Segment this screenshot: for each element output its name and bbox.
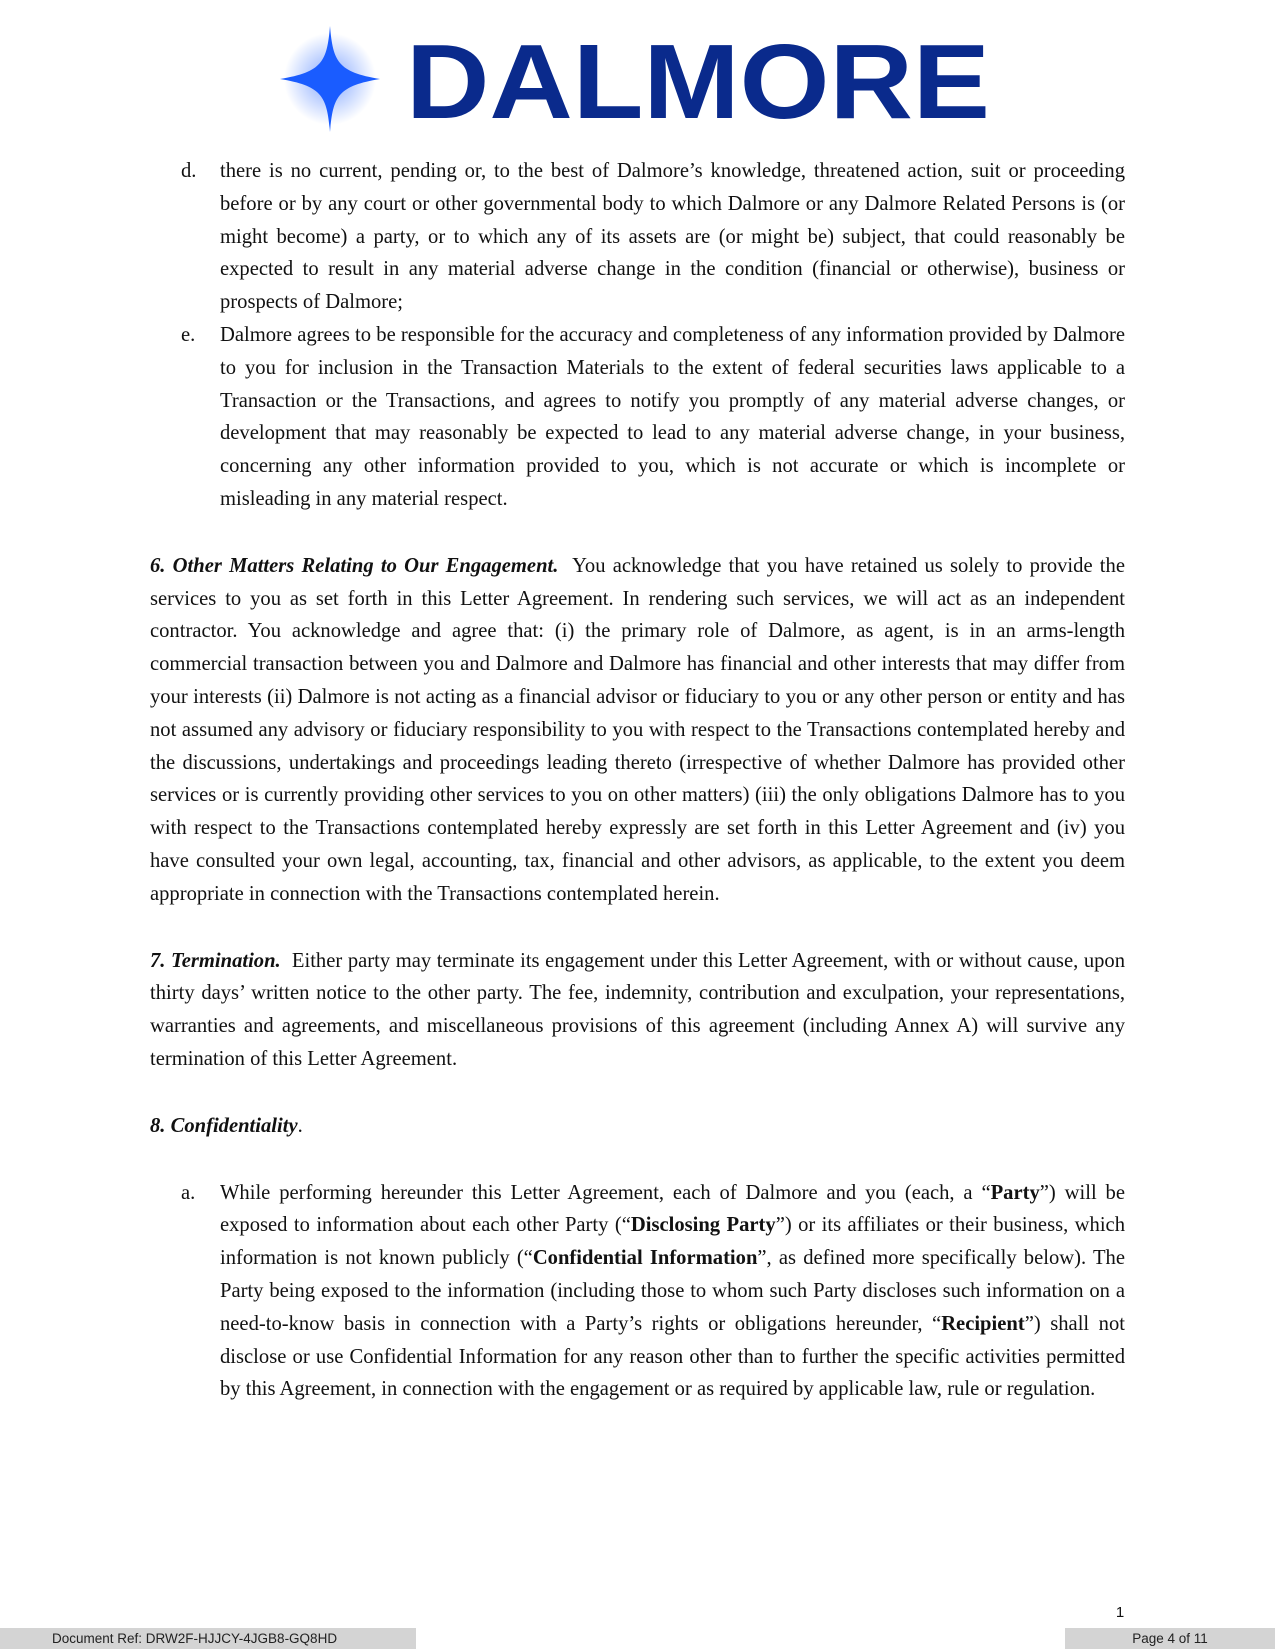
section-8-heading: 8. Confidentiality — [150, 1114, 298, 1137]
star-icon — [280, 26, 380, 132]
text-run: While performing hereunder this Letter Agreement, each of Dalmore and you (each, a “ — [220, 1181, 991, 1204]
list-item-text — [220, 1182, 1125, 1401]
list-marker: a. — [181, 1181, 196, 1204]
term-confidential-information: Confidential Information — [532, 1247, 758, 1270]
section-6 — [150, 550, 1125, 911]
section-8-heading-suffix: . — [297, 1114, 303, 1137]
logo-graphic — [278, 24, 998, 134]
text-run: ”) shall not disclose or use Confidential Information for any reason other than to further the specific activities permitted by this Agreement, in connection with the engagement or as required by applicable law, rule or regulation. — [220, 1312, 1125, 1401]
confidentiality-list — [150, 1177, 1125, 1407]
list-marker: d. — [181, 160, 197, 182]
section-7-heading: 7. Termination. — [150, 949, 281, 972]
list-item-e — [150, 319, 1125, 516]
section-8 — [150, 1110, 1125, 1143]
list-item-d — [150, 155, 1125, 319]
brand-wordmark: DALMORE — [405, 24, 990, 134]
representations-list — [150, 155, 1125, 516]
document-ref: Document Ref: DRW2F-HJJCY-4JGB8-GQ8HD — [0, 1628, 416, 1649]
list-item-a — [150, 1177, 1125, 1407]
term-party: Party — [990, 1181, 1040, 1204]
section-6-body: You acknowledge that you have retained us solely to provide the services to you as set forth in this Letter Agreement. In rendering such services, we will act as an independent contractor. You acknowledge and agree that: (i) the primary role of Dalmore, as agent, is in an arms-length commercial transaction between you and Dalmore and Dalmore has financial and other interests that may differ from your interests (ii) Dalmore is not acting as a financial advisor or fiduciary to you or any other person or entity and has not assumed any advisory or fiduciary responsibility to you with respect to the Transactions contemplated hereby and the discussions, undertakings and proceedings leading thereto (irrespective of whether Dalmore has provided other services or is currently providing other services to you on other matters) (iii) the only obligations Dalmore has to you with respect to the Transactions contemplated hereby expressly are set forth in this Letter Agreement and (iv) you have consulted your own legal, accounting, tax, financial and other advisors, as applicable, to the extent you deem appropriate in connection with the Transactions contemplated herein. — [150, 554, 1125, 905]
list-item-text: Dalmore agrees to be responsible for the accuracy and completeness of any information provided by Dalmore to you for inclusion in the Transaction Materials to the extent of federal securities laws applicable to a Transaction or the Transactions, and agrees to notify you promptly of any material adverse changes, or development that may reasonably be expected to lead to any material adverse change, in your business, concerning any other information provided to you, which is not accurate or which is incomplete or misleading in any material respect. — [220, 323, 1125, 510]
page-number: 1 — [1115, 1604, 1125, 1621]
page-indicator: Page 4 of 11 — [1065, 1628, 1275, 1649]
list-marker: e. — [181, 323, 196, 346]
text-run: ”) will be exposed to information about each other Party (“ — [220, 1181, 1125, 1237]
term-disclosing-party: Disclosing Party — [630, 1214, 776, 1237]
text-run: ”) or its affiliates or their business, which information is not known publicly (“ — [220, 1214, 1125, 1270]
section-6-heading: 6. Other Matters Relating to Our Engagement. — [150, 554, 559, 577]
term-recipient: Recipient — [941, 1312, 1025, 1335]
list-item-text: there is no current, pending or, to the best of Dalmore’s knowledge, threatened action, suit or proceeding before or by any court or other governmental body to which Dalmore or any Dalmore Related Persons is (or might become) a party, or to which any of its assets are (or might be) subject, that could reasonably be expected to result in any material adverse change in the condition (financial or otherwise), business or prospects of Dalmore; — [220, 160, 1125, 314]
dalmore-logo — [0, 24, 1275, 134]
section-7-body: Either party may terminate its engagement under this Letter Agreement, with or without cause, upon thirty days’ written notice to the other party. The fee, indemnity, contribution and exculpation, your representations, warranties and agreements, and miscellaneous provisions of this agreement (including Annex A) will survive any termination of this Letter Agreement. — [150, 949, 1126, 1070]
section-7 — [150, 945, 1125, 1076]
document-body — [150, 155, 1125, 1406]
text-run: ”, as defined more specifically below). The Party being exposed to the information (including those to whom such Party discloses such information on a need-to-know basis in connection with a Party’s rights or obligations hereunder, “ — [220, 1247, 1125, 1335]
